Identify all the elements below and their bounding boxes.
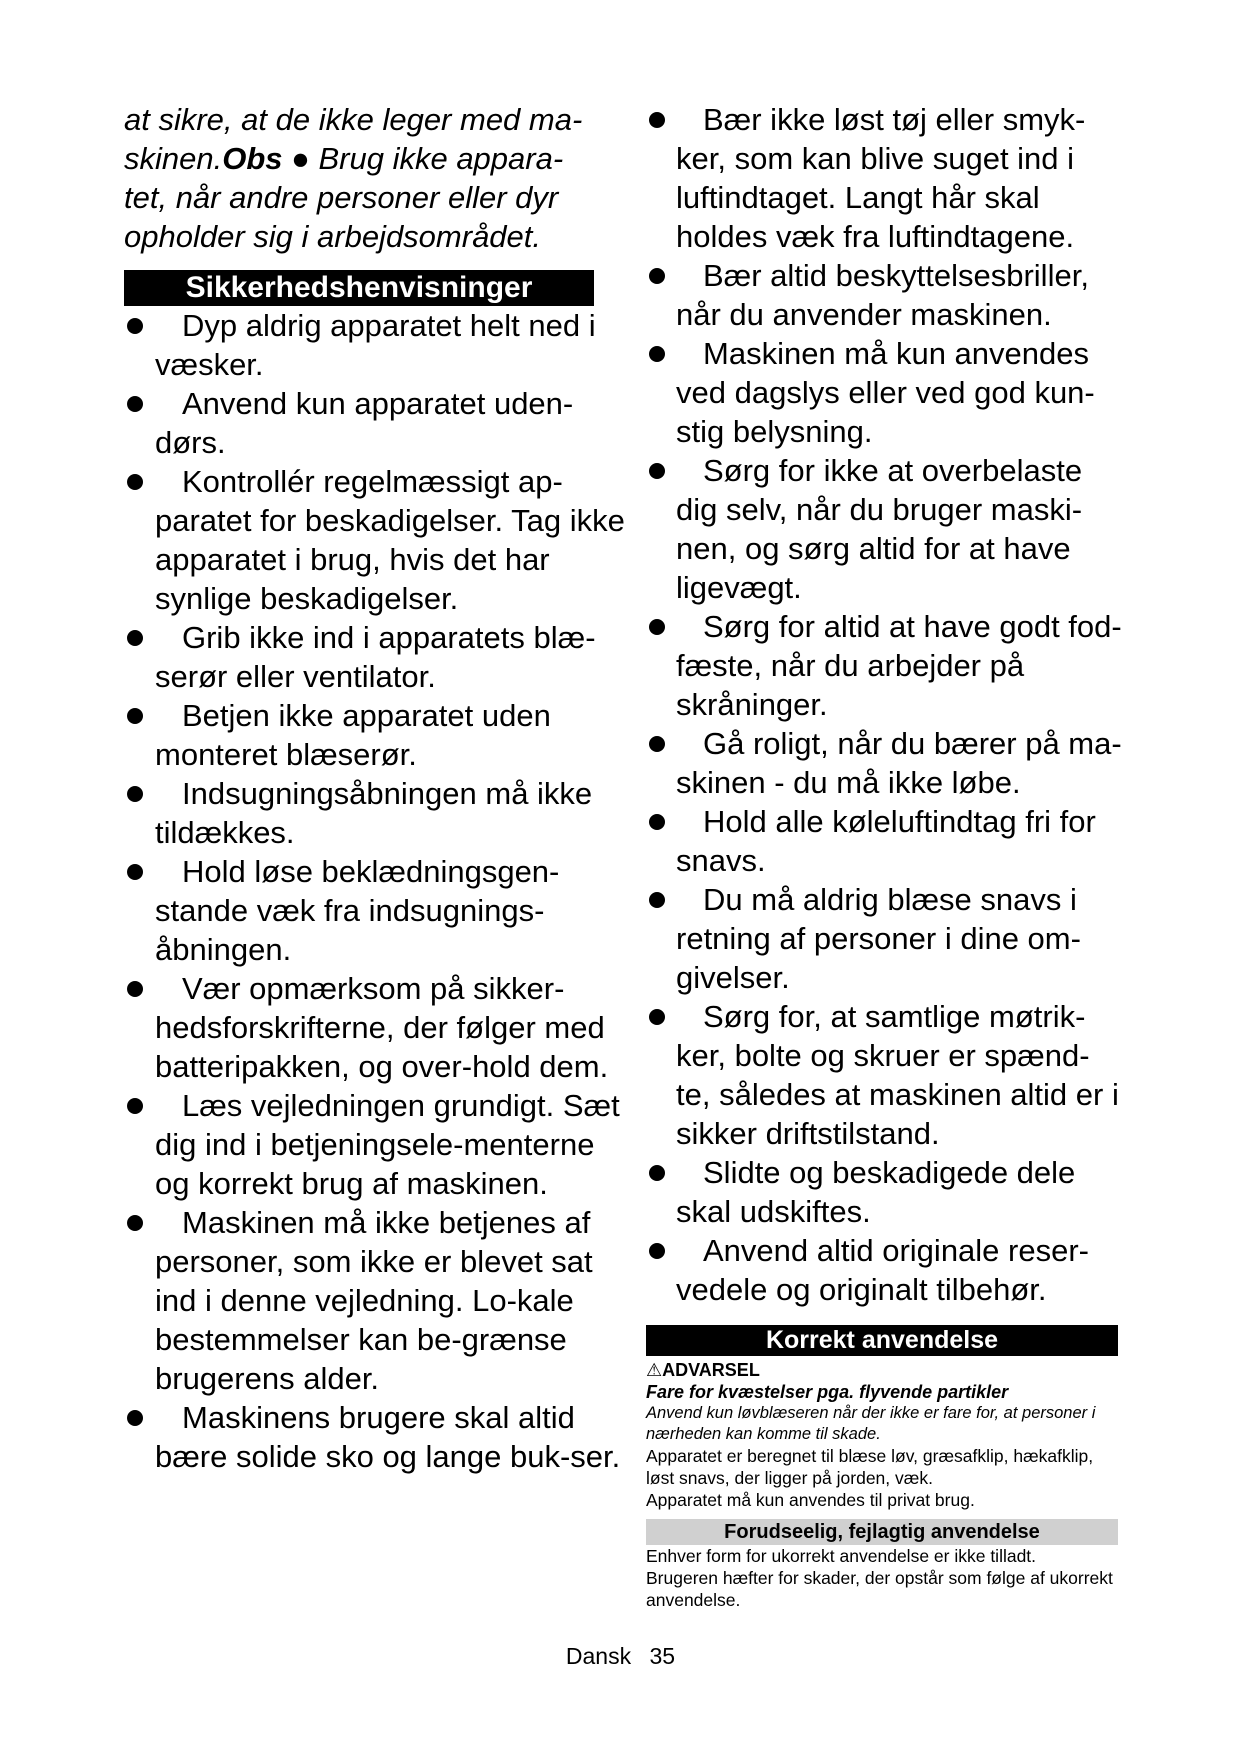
misuse-text: Brugeren hæfter for skader, der opstår som følge af ukorrekt anvendelse. bbox=[646, 1568, 1113, 1610]
intro-paragraph bbox=[124, 100, 626, 256]
list-item: Betjen ikke apparatet uden monteret blæserør. bbox=[124, 696, 626, 774]
bullet-icon bbox=[127, 981, 143, 997]
bullet-icon bbox=[649, 1165, 665, 1181]
bullet-icon bbox=[649, 736, 665, 752]
page-footer bbox=[0, 1642, 1241, 1670]
intro-line bbox=[124, 139, 626, 178]
bullet-icon bbox=[649, 463, 665, 479]
warning-title: Fare for kvæstelser pga. flyvende partikler bbox=[646, 1382, 1009, 1402]
bullet-icon bbox=[127, 786, 143, 802]
list-item: Dyp aldrig apparatet helt ned i væsker. bbox=[124, 306, 626, 384]
bullet-icon bbox=[127, 318, 143, 334]
list-item: Grib ikke ind i apparatets blæ-serør eller ventilator. bbox=[124, 618, 626, 696]
left-column bbox=[124, 100, 626, 1476]
bullet-icon bbox=[649, 619, 665, 635]
right-column bbox=[646, 100, 1122, 1611]
misuse-heading: Forudseelig, fejlagtig anvendelse bbox=[646, 1519, 1118, 1545]
list-item: Bær altid beskyttelsesbriller, når du anvender maskinen. bbox=[646, 256, 1122, 334]
list-item: Slidte og beskadigede dele skal udskiftes. bbox=[646, 1153, 1122, 1231]
list-item: Sørg for, at samtlige møtrik-ker, bolte og skruer er spænd-te, således at maskinen altid er i sikker driftstilstand. bbox=[646, 997, 1122, 1153]
list-item: Indsugningsåbningen må ikke tildækkes. bbox=[124, 774, 626, 852]
footer-language: Dansk bbox=[565, 1643, 632, 1669]
bullet-icon bbox=[127, 474, 143, 490]
bullet-icon bbox=[649, 346, 665, 362]
list-item: Sørg for altid at have godt fod-fæste, når du arbejder på skråninger. bbox=[646, 607, 1122, 724]
page-number: 35 bbox=[649, 1643, 676, 1669]
obs-label: Obs bbox=[222, 141, 283, 176]
bullet-icon bbox=[649, 892, 665, 908]
correct-use-heading: Korrekt anvendelse bbox=[646, 1325, 1118, 1356]
safety-list-right bbox=[646, 100, 1122, 1309]
bullet-icon bbox=[127, 1410, 143, 1426]
correct-use-text: Apparatet er beregnet til blæse løv, græsafklip, hækafklip, løst snavs, der ligger på jorden, væk. bbox=[646, 1446, 1094, 1488]
list-item: Bær ikke løst tøj eller smyk-ker, som kan blive suget ind i luftindtaget. Langt hår skal holdes væk fra luftindtagene. bbox=[646, 100, 1122, 256]
list-item: Hold alle køleluftindtag fri for snavs. bbox=[646, 802, 1122, 880]
intro-text: skinen. bbox=[124, 141, 223, 176]
bullet-icon bbox=[649, 268, 665, 284]
bullet-icon bbox=[127, 708, 143, 724]
intro-line: opholder sig i arbejdsområdet. bbox=[124, 219, 542, 254]
list-item: Anvend kun apparatet uden-dørs. bbox=[124, 384, 626, 462]
bullet-icon bbox=[649, 814, 665, 830]
list-item: Vær opmærksom på sikker-hedsforskrifterne, der følger med batteripakken, og over-hold dem. bbox=[124, 969, 626, 1086]
list-item: Hold løse beklædningsgen-stande væk fra indsugnings-åbningen. bbox=[124, 852, 626, 969]
list-item: Sørg for ikke at overbelaste dig selv, når du bruger maski-nen, og sørg altid for at have ligevægt. bbox=[646, 451, 1122, 607]
list-item: Maskinen må kun anvendes ved dagslys eller ved god kun-stig belysning. bbox=[646, 334, 1122, 451]
intro-line: tet, når andre personer eller dyr bbox=[124, 180, 559, 215]
correct-use-text: Apparatet må kun anvendes til privat brug. bbox=[646, 1490, 975, 1510]
warning-label: ⚠ADVARSEL bbox=[646, 1360, 760, 1380]
intro-text: ● Brug ikke appara- bbox=[282, 141, 564, 176]
safety-heading: Sikkerhedshenvisninger bbox=[124, 270, 594, 306]
bullet-icon bbox=[127, 1215, 143, 1231]
bullet-icon bbox=[127, 1098, 143, 1114]
list-item: Gå roligt, når du bærer på ma-skinen - du må ikke løbe. bbox=[646, 724, 1122, 802]
safety-list-left bbox=[124, 306, 626, 1476]
warning-text: Anvend kun løvblæseren når der ikke er fare for, at personer i nærheden kan komme til skade. bbox=[646, 1404, 1096, 1443]
list-item: Du må aldrig blæse snavs i retning af personer i dine om-givelser. bbox=[646, 880, 1122, 997]
misuse-text: Enhver form for ukorrekt anvendelse er ikke tilladt. bbox=[646, 1546, 1037, 1566]
list-item: Maskinens brugere skal altid bære solide sko og lange buk-ser. bbox=[124, 1398, 626, 1476]
bullet-icon bbox=[127, 630, 143, 646]
bullet-icon bbox=[649, 1243, 665, 1259]
list-item: Anvend altid originale reser-vedele og originalt tilbehør. bbox=[646, 1231, 1122, 1309]
list-item: Kontrollér regelmæssigt ap-paratet for beskadigelser. Tag ikke apparatet i brug, hvis det har synlige beskadigelser. bbox=[124, 462, 626, 618]
bullet-icon bbox=[649, 1009, 665, 1025]
bullet-icon bbox=[649, 112, 665, 128]
list-item: Læs vejledningen grundigt. Sæt dig ind i betjeningsele-menterne og korrekt brug af maskinen. bbox=[124, 1086, 626, 1203]
bullet-icon bbox=[127, 864, 143, 880]
list-item: Maskinen må ikke betjenes af personer, som ikke er blevet sat ind i denne vejledning. Lo-kale bestemmelser kan be-grænse brugerens alder. bbox=[124, 1203, 626, 1398]
bullet-icon bbox=[127, 396, 143, 412]
intro-line: at sikre, at de ikke leger med ma- bbox=[124, 102, 583, 137]
